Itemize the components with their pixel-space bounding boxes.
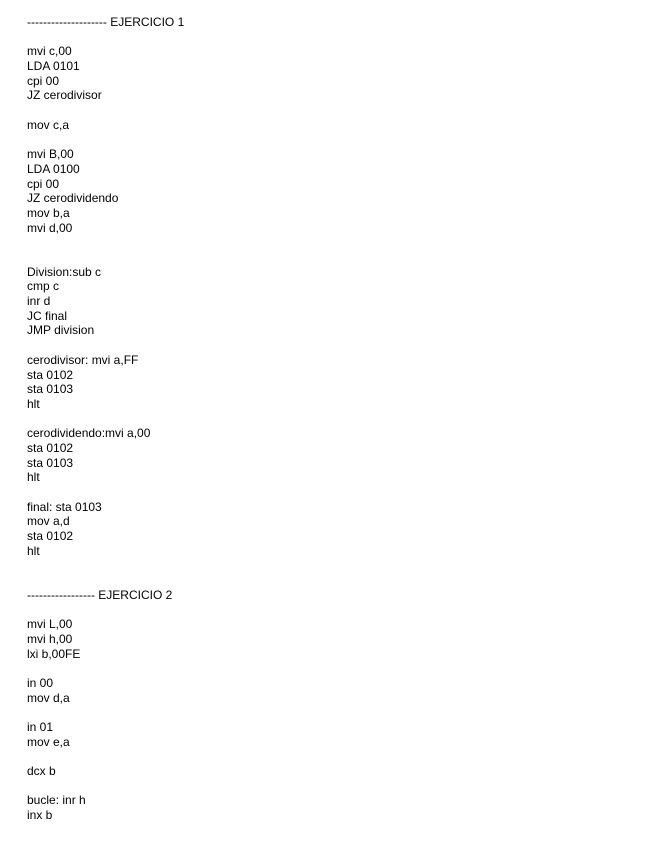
code-line: bucle: inr h [27,793,86,808]
code-line: mvi L,00 [27,617,73,632]
code-line: mov e,a [27,734,70,749]
code-line: mov c,a [27,117,70,132]
code-line: hlt [27,470,40,485]
code-line: JZ cerodividendo [27,191,119,206]
blank-line [27,603,637,618]
blank-line [27,103,637,118]
blank-line [27,338,637,353]
section-heading: ----------------- EJERCICIO 2 [27,587,173,602]
blank-line [27,133,637,148]
code-line: cpi 00 [27,73,60,88]
blank-line [27,779,637,794]
code-line: mvi B,00 [27,147,74,162]
code-line: JC final [27,308,68,323]
code-line: JMP division [27,323,95,338]
code-line: cpi 00 [27,176,60,191]
blank-line [27,749,637,764]
code-line: hlt [27,543,40,558]
code-line: sta 0102 [27,529,74,544]
code-line: Division:sub c [27,264,102,279]
blank-line [27,412,637,427]
code-line: cerodivisor: mvi a,FF [27,352,139,367]
code-line: mvi c,00 [27,44,72,59]
code-line: in 01 [27,720,54,734]
code-line: dcx b [27,764,56,779]
code-line: hlt [27,396,40,411]
code-line: inx b [27,808,53,823]
blank-line [27,573,637,588]
code-line: lxi b,00FE [27,646,81,661]
code-line: mov d,a [27,690,70,705]
code-line: mov b,a [27,205,70,220]
code-line: LDA 0101 [27,59,80,74]
code-line: sta 0102 [27,440,74,455]
code-line: cerodividendo:mvi a,00 [27,426,151,441]
blank-line [27,235,637,250]
blank-line [27,250,637,265]
blank-line [27,558,637,573]
code-line: final: sta 0103 [27,499,102,514]
document-page [27,15,637,823]
code-line: JZ cerodivisor [27,88,102,103]
blank-line [27,705,637,720]
code-line: cmp c [27,279,60,294]
blank-line [27,485,637,500]
code-line: sta 0102 [27,367,74,382]
code-line: mvi d,00 [27,220,73,235]
code-line: in 00 [27,675,54,690]
code-line: inr d [27,294,51,309]
code-line: LDA 0100 [27,161,80,176]
code-line: mvi h,00 [27,631,73,646]
code-line: sta 0103 [27,455,74,470]
blank-line [27,30,637,45]
code-line: sta 0103 [27,382,74,397]
code-line: mov a,d [27,514,70,529]
section-heading: -------------------- EJERCICIO 1 [27,15,185,29]
blank-line [27,661,637,676]
